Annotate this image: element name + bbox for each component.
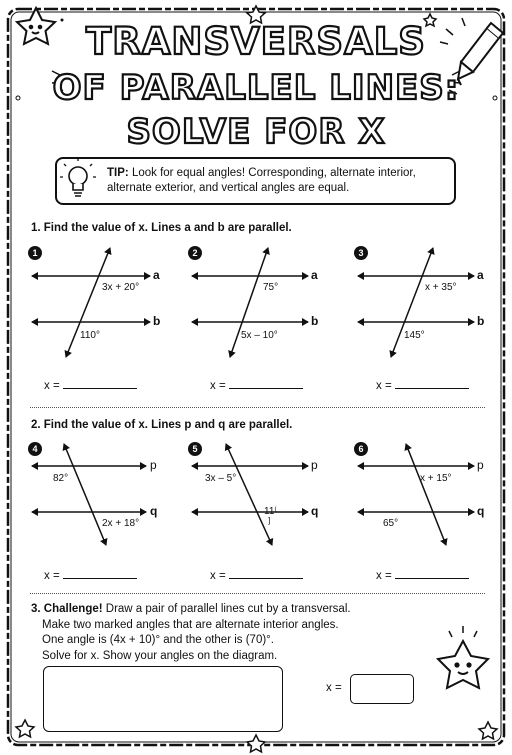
answer-blank[interactable] xyxy=(395,377,469,389)
diagram-5 xyxy=(192,444,308,545)
challenge-answer-box[interactable] xyxy=(350,674,414,704)
line-label: a xyxy=(153,268,160,282)
section-divider xyxy=(30,407,485,408)
angle-label: 5x – 10° xyxy=(241,330,278,341)
answer-blank[interactable] xyxy=(229,567,303,579)
line-label: b xyxy=(311,314,319,328)
answer-field[interactable] xyxy=(376,377,469,392)
challenge-label: 3. Challenge! xyxy=(31,603,103,615)
page-title-line-1: TRANSVERSALS xyxy=(86,20,426,63)
line-label: q xyxy=(150,504,158,518)
diagram-6 xyxy=(358,444,474,545)
answer-field[interactable] xyxy=(376,567,469,582)
page-title-line-2: OF PARALLEL LINES: xyxy=(52,68,460,108)
answer-blank[interactable] xyxy=(229,377,303,389)
angle-label: 3x + 20° xyxy=(102,282,140,293)
tip-box xyxy=(55,157,456,205)
tip-body: Look for equal angles! Corresponding, alternate interior, alternate exterior, and vertical angles are equal. xyxy=(107,167,416,194)
challenge-line-3: One angle is (4x + 10)° and the other is (70)°. xyxy=(42,634,274,646)
challenge-line-4: Solve for x. Show your angles on the diagram. xyxy=(42,649,278,662)
star-face-icon xyxy=(438,626,488,688)
answer-label: x = xyxy=(44,570,60,582)
problem-number: 4 xyxy=(28,442,42,456)
section-1-title: 1. Find the value of x. Lines a and b are parallel. xyxy=(31,222,292,234)
problem-number: 3 xyxy=(354,246,368,260)
line-label: b xyxy=(477,314,485,328)
challenge-line-2: Make two marked angles that are alternate interior angles. xyxy=(42,618,339,631)
angle-label-fragment: ] xyxy=(268,516,271,525)
answer-label: x = xyxy=(44,380,60,392)
answer-blank[interactable] xyxy=(63,377,137,389)
problem-number: 6 xyxy=(354,442,368,456)
angle-label: 11⁽ xyxy=(264,506,277,517)
line-label: q xyxy=(477,504,485,518)
challenge-line-1: Draw a pair of parallel lines cut by a transversal. xyxy=(102,603,351,615)
line-label: p xyxy=(150,458,157,472)
line-label: q xyxy=(311,504,319,518)
answer-label: x = xyxy=(210,570,226,582)
angle-label: 145° xyxy=(404,330,425,341)
angle-label: x + 35° xyxy=(425,282,457,293)
challenge-text xyxy=(31,602,361,664)
answer-label: x = xyxy=(210,380,226,392)
line-label: a xyxy=(477,268,484,282)
angle-label: 65° xyxy=(383,518,399,529)
line-label: b xyxy=(153,314,161,328)
answer-field[interactable] xyxy=(44,567,137,582)
answer-field[interactable] xyxy=(210,377,303,392)
angle-label: 2x + 18° xyxy=(102,518,140,529)
tip-text xyxy=(107,166,447,196)
line-label: p xyxy=(477,458,484,472)
section-divider xyxy=(30,593,485,594)
answer-field[interactable] xyxy=(210,567,303,582)
problem-number: 1 xyxy=(28,246,42,260)
answer-blank[interactable] xyxy=(63,567,137,579)
diagram-4 xyxy=(32,444,146,545)
answer-blank[interactable] xyxy=(395,567,469,579)
challenge-answer-label: x = xyxy=(326,682,342,694)
problem-number: 5 xyxy=(188,442,202,456)
answer-field[interactable] xyxy=(44,377,137,392)
line-label: p xyxy=(311,458,318,472)
angle-label: 75° xyxy=(263,282,279,293)
line-label: a xyxy=(311,268,318,282)
diagram-drawing-area[interactable] xyxy=(43,666,283,732)
answer-label: x = xyxy=(376,570,392,582)
angle-label: 110° xyxy=(80,330,100,341)
answer-label: x = xyxy=(376,380,392,392)
angle-label: 3x – 5° xyxy=(205,473,237,484)
page-title-line-3: SOLVE FOR X xyxy=(126,112,386,152)
problem-number: 2 xyxy=(188,246,202,260)
angle-label: 82° xyxy=(53,473,69,484)
section-2-title: 2. Find the value of x. Lines p and q are parallel. xyxy=(31,419,293,431)
angle-label: x + 15° xyxy=(420,473,452,484)
tip-label: TIP: xyxy=(107,167,129,179)
